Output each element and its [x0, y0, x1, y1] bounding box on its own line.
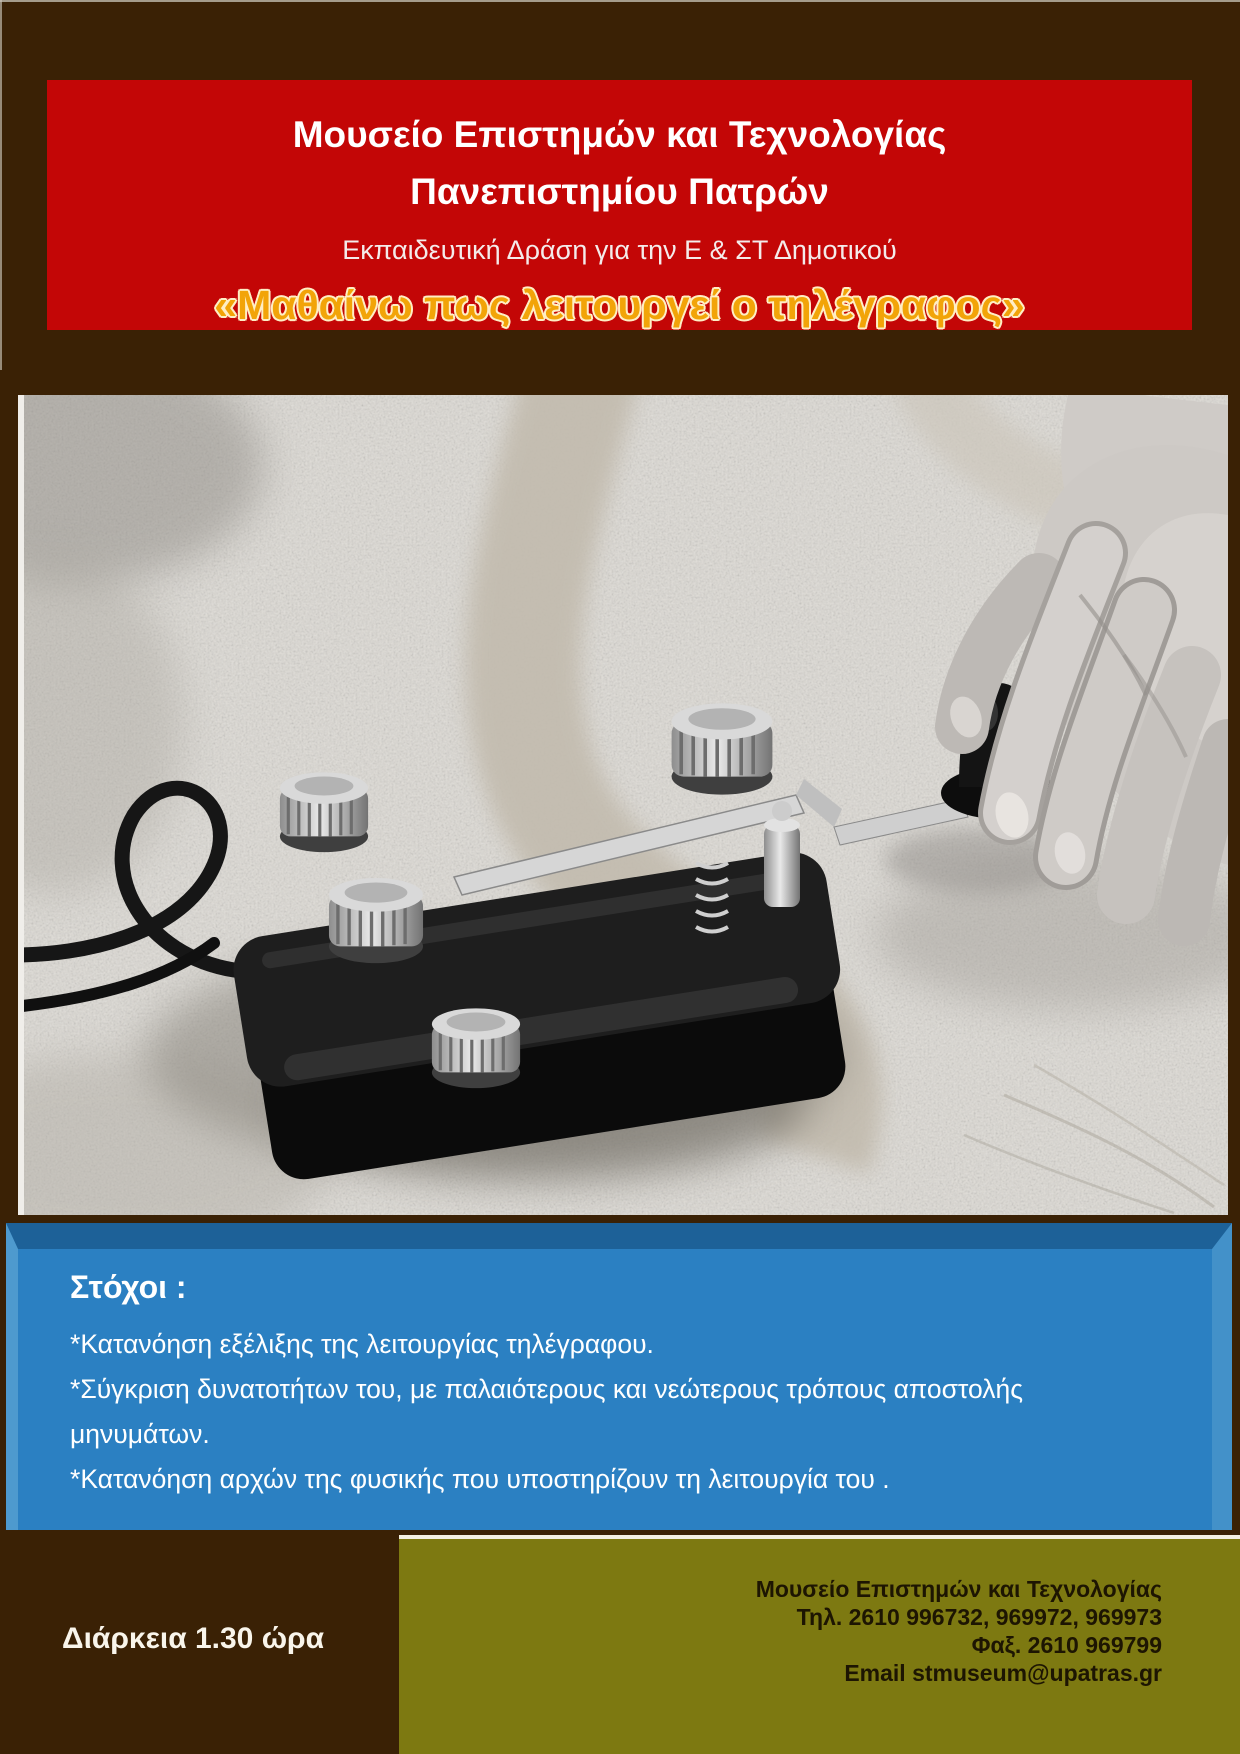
goal-line: *Κατανόηση εξέλιξης της λειτουργίας τηλέγραφου. [70, 1329, 654, 1359]
goal-line: *Κατανόηση αρχών της φυσικής που υποστηρίζουν τη λειτουργία του . [70, 1464, 890, 1494]
telegraph-photo-canvas [24, 395, 1228, 1215]
museum-title-line2: Πανεπιστημίου Πατρών [410, 171, 829, 212]
goals-heading: Στόχοι : [70, 1269, 187, 1305]
key-knob-left-top [280, 772, 368, 852]
contact-org: Μουσείο Επιστημών και Τεχνολογίας [755, 1576, 1162, 1602]
telegraph-photo [18, 395, 1228, 1215]
key-adjust-knob [672, 703, 773, 794]
key-knob-left-mid [329, 878, 423, 963]
scan-edge-top [0, 0, 1240, 2]
program-title: «Μαθαίνω πως λειτουργεί ο τηλέγραφος» [214, 282, 1025, 328]
goal-line: μηνυμάτων. [70, 1419, 210, 1449]
contact-tel: Τηλ. 2610 996732, 969972, 969973 [796, 1604, 1162, 1630]
header-banner [47, 80, 1192, 330]
banner-subtitle: Εκπαιδευτική Δράση για την Ε & ΣΤ Δημοτικού [342, 235, 897, 265]
key-knob-left-bottom [432, 1008, 520, 1088]
contact-box [399, 1535, 1240, 1754]
contact-email: Email stmuseum@upatras.gr [844, 1660, 1162, 1686]
goal-line: *Σύγκριση δυνατοτήτων του, με παλαιότερους και νεώτερους τρόπους αποστολής [70, 1374, 1024, 1404]
contact-fax: Φαξ. 2610 969799 [971, 1632, 1162, 1658]
goals-box [6, 1223, 1232, 1530]
duration-label: Διάρκεια 1.30 ώρα [62, 1622, 325, 1655]
museum-title-line1: Μουσείο Επιστημών και Τεχνολογίας [292, 114, 947, 155]
scan-edge-left [0, 0, 2, 370]
